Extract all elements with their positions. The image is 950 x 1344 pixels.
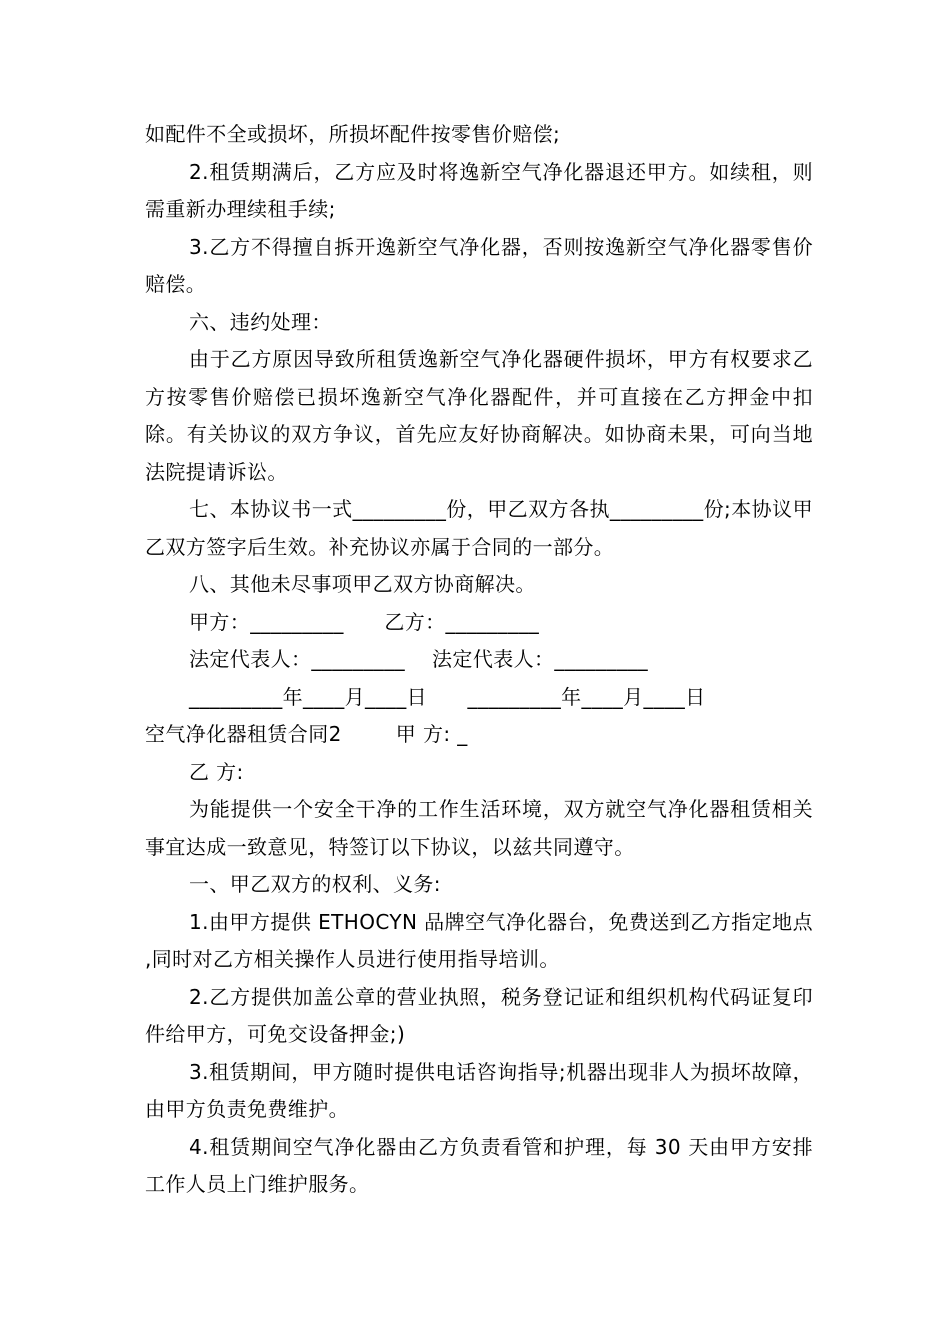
section-heading-rights-obligations: 一、甲乙双方的权利、义务: (189, 872, 441, 896)
paragraph-obligation-3: 3.租赁期间，甲方随时提供电话咨询指导;机器出现非人为损坏故障，由甲方负责免费维护。 (145, 1059, 813, 1121)
signature-parties-line: 甲方：_________ 乙方：_________ (189, 609, 540, 634)
paragraph-obligation-4: 4.租赁期间空气净化器由乙方负责看管和护理，每 30 天由甲方安排工作人员上门维护服务。 (145, 1134, 813, 1196)
section-heading-breach: 六、违约处理： (189, 309, 332, 334)
signature-representatives-line: 法定代表人：_________ 法定代表人：_________ (189, 647, 649, 671)
party-b-label: 乙 方: (189, 759, 244, 784)
paragraph-preamble: 为能提供一个安全干净的工作生活环境，双方就空气净化器租赁相关事宜达成一致意见，特签订以下协议，以兹共同遵守。 (145, 797, 813, 859)
paragraph-other-matters: 八、其他未尽事项甲乙双方协商解决。 (189, 572, 536, 596)
paragraph-clause-3-disassembly: 3.乙方不得擅自拆开逸新空气净化器，否则按逸新空气净化器零售价赔偿。 (145, 234, 813, 296)
paragraph-breach-handling: 由于乙方原因导致所租赁逸新空气净化器硬件损坏，甲方有权要求乙方按零售价赔偿已损坏逸新空气净化器配件，并可直接在乙方押金中扣除。有关协议的双方争议，首先应友好协商解决。如协商未果，可向当地法院提请诉讼。 (145, 347, 813, 484)
paragraph-obligation-2: 2.乙方提供加盖公章的营业执照，税务登记证和组织机构代码证复印件给甲方，可免交设备押金;) (145, 984, 813, 1046)
signature-dates-line: _________年____月____日 _________年____月____日 (189, 684, 706, 709)
paragraph-damage-compensation: 如配件不全或损坏，所损坏配件按零售价赔偿; (145, 122, 561, 146)
paragraph-obligation-1: 1.由甲方提供 ETHOCYN 品牌空气净化器台，免费送到乙方指定地点 ,同时对乙方相关操作人员进行使用指导培训。 (145, 909, 813, 971)
paragraph-copies-effect: 七、本协议书一式_________份，甲乙双方各执_________份;本协议甲乙双方签字后生效。补充协议亦属于合同的一部分。 (145, 497, 813, 559)
paragraph-clause-2-return: 2.租赁期满后，乙方应及时将逸新空气净化器退还甲方。如续租，则需重新办理续租手续; (145, 159, 813, 221)
contract-2-title-line: 空气净化器租赁合同2 甲 方: _ (145, 722, 468, 746)
document-body (145, 116, 813, 1204)
